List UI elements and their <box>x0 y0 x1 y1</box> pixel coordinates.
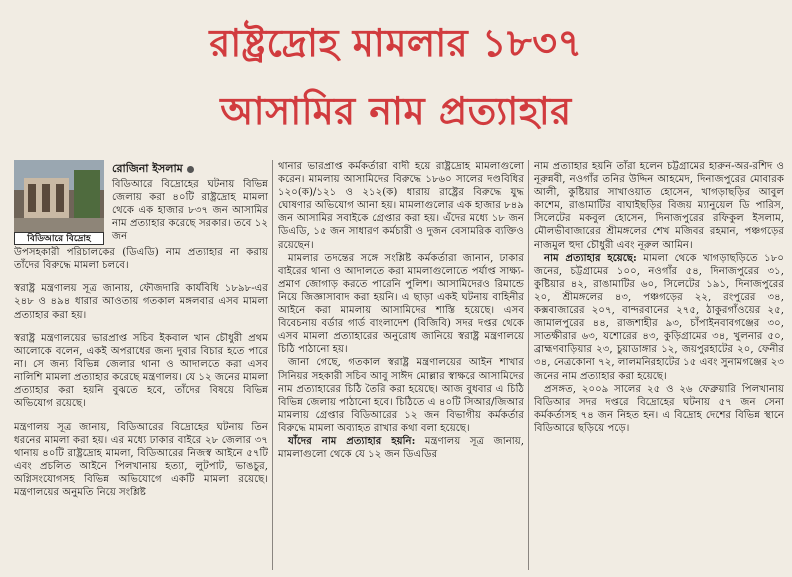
column-divider <box>528 160 529 570</box>
subhead-not-withdrawn: যাঁদের নাম প্রত্যাহার হয়নি: <box>288 434 416 447</box>
bdr-building-photo <box>14 160 104 232</box>
column-divider <box>272 160 273 570</box>
byline-dot-icon <box>187 166 194 173</box>
col3-para-2 <box>534 252 784 383</box>
col2-para-3: জানা গেছে, গতকাল স্বরাষ্ট্র মন্ত্রণালয়ের আইন শাখার সিনিয়র সহকারী সচিব আবু সাঈদ মোল্লার স্বাক্ষরে আসামিদের নাম প্রত্যাহারের চিঠি তৈরি করা হয়েছে। আজ বুধবার এ চিঠি বিভিন্ন জেলায় পাঠানো হবে। চিঠিতে এ ৪০টি সিআর/জিআর মামলায় গ্রেপ্তার বিডিআরের ১২ জন বিভাগীয় কর্মকর্তার বিরুদ্ধে মামলা অব্যাহত রাখার কথা বলা হয়েছে। <box>278 357 524 434</box>
col2-para-4-text: মন্ত্রণালয় সূত্র জানায়, মামলাগুলো থেকে যে ১২ জন ডিএডির <box>278 435 524 461</box>
column-2 <box>278 160 524 572</box>
photo-caption: বিডিআরে বিদ্রোহ <box>14 232 104 245</box>
col3-para-2-text: মামলা থেকে খাগড়াছড়িতে ১৮০ জনের, চট্টগ্রামের ১০০, নওগাঁর ৫৪, দিনাজপুরের ৩১, কুষ্টিয়ার ৪২, রাঙামাটির ৬০, সিলেটের ১৯১, দিনাজপুরের ২০, শ্রীমঙ্গলের ৪৩, পঞ্চগড়ের ২২, রংপুরের ৩৪, কক্সবাজারের ২০৭, বান্দরবানের ২৭৫, ঠাকুরগাঁওয়ের ২৫, জামালপুরের ৪৪, রাজশাহীর ৯৩, চাঁপাইনবাবগঞ্জের ৩০, সাতক্ষীরার ৬৩, যশোরের ৪৩, কুড়িগ্রামের ৩৪, খুলনার ৫০, ব্রাহ্মণবাড়িয়ার ২৩, চুয়াডাঙ্গার ১২, জয়পুরহাটের ২০, ফেনীর ৩৪, নেত্রকোনা ৭২, লালমনিরহাটের ১৫ এবং সুনামগঞ্জের ২৩ জনের নাম প্রত্যাহার করা হয়েছে। <box>534 252 784 382</box>
subhead-withdrawn: নাম প্রত্যাহার হয়েছে: <box>544 251 637 264</box>
col2-para-4 <box>278 435 524 461</box>
headline-line-2: আসামির নাম প্রত্যাহার <box>220 89 572 133</box>
reporter-name: রোজিনা ইসলাম <box>112 162 183 175</box>
photo-illustration <box>14 160 104 232</box>
column-1 <box>14 246 268 572</box>
byline <box>112 160 194 179</box>
intro-paragraph: বিডিআরে বিদ্রোহের ঘটনায় বিভিন্ন জেলায় করা ৪০টি রাষ্ট্রদ্রোহ মামলা থেকে এক হাজার ৮৩৭ জন আসামির নাম প্রত্যাহার করেছে সরকার। তবে ১২ জন <box>112 179 268 243</box>
col1-para-1: উপসহকারী পরিচালকের (ডিএডি) নাম প্রত্যাহার না করায় তাঁদের বিরুদ্ধে মামলা চলবে। <box>14 247 268 272</box>
col3-para-1: নাম প্রত্যাহার হয়নি তাঁরা হলেন চট্টগ্রামের হারুন-অর-রশিদ ও নূরুন্নবী, নওগাঁর তনির উদ্দিন আহমেদ, দিনাজপুরের মোবারক আলী, কুষ্টিয়ার সাখাওয়াত হোসেন, খাগড়াছড়ির আবুল কাশেম, রাঙামাটির বাঘাইছড়ির বিজয় ম্যানুয়েল ডি পারিস, সিলেটের মকবুল হোসেন, দিনাজপুরের রফিকুল ইসলাম, মৌলভীবাজারের শ্রীমঙ্গলের শেখ মজিবর রহমান, পঞ্চগড়ের নাজমুল হুদা চৌধুরী এবং নূরুল আমিন। <box>534 161 784 251</box>
col1-para-3: স্বরাষ্ট্র মন্ত্রণালয়ের ভারপ্রাপ্ত সচিব ইকবাল খান চৌধুরী প্রথম আলোকে বলেন, একই অপরাধের জন্য দুবার বিচার হতে পারে না। সে জন্য বিভিন্ন জেলার থানা ও আদালতে করা এসব নালিশি মামলা প্রত্যাহার করেছে মন্ত্রণালয়। যে ১২ জনের মামলা প্রত্যাহার করা হয়নি বুঝতে হবে, তাঁদের বিষয়ে বিভিন্ন অভিযোগ রয়েছে। <box>14 332 268 410</box>
headline-line-1: রাষ্ট্রদ্রোহ মামলার ১৮৩৭ <box>209 21 583 65</box>
col2-para-1: থানার ভারপ্রাপ্ত কর্মকর্তারা বাদী হয়ে রাষ্ট্রদ্রোহ মামলাগুলো করেন। মামলায় আসামিদের বিরুদ্ধে ১৮৬০ সালের দণ্ডবিধির ১২০(ক)/১২১ ও ২১২(ক) ধারায় রাষ্ট্রের বিরুদ্ধে যুদ্ধ ঘোষণার অভিযোগ আনা হয়। মামলাগুলোর এক হাজার ৮৪৯ জন আসামির সবাইকে গ্রেপ্তার করা হয়। এঁদের মধ্যে ১৮ জন ডিএডি, ১৫ জন সাধারণ কর্মচারী ও দুজন বেসামরিক ব্যক্তিও রয়েছেন। <box>278 161 524 251</box>
column-3 <box>534 160 784 572</box>
col2-para-2: মামলার তদন্তের সঙ্গে সংশ্লিষ্ট কর্মকর্তারা জানান, ঢাকার বাইরের থানা ও আদালতে করা মামলাগুলোতে পর্যাপ্ত সাক্ষ্য-প্রমাণ জোগাড় করতে পারেনি পুলিশ। আসামিদেরও রিমান্ডে নিয়ে জিজ্ঞাসাবাদ করা হয়নি। এ ছাড়া একই ঘটনায় বাহিনীর আইনে করা মামলায় আসামিদের শাস্তি হয়েছে। এসব বিবেচনায় বর্ডার গার্ড বাংলাদেশ (বিজিবি) সদর দপ্তর থেকে এসব মামলা প্রত্যাহারের অনুরোধ জানিয়ে স্বরাষ্ট্র মন্ত্রণালয়ে চিঠি পাঠানো হয়। <box>278 252 524 356</box>
col3-para-3: প্রসঙ্গত, ২০০৯ সালের ২৫ ও ২৬ ফেব্রুয়ারি পিলখানায় বিডিআর সদর দপ্তরে বিদ্রোহের ঘটনায় ৫৭ জন সেনা কর্মকর্তাসহ ৭৪ জন নিহত হন। এ বিদ্রোহ দেশের বিভিন্ন স্থানে বিডিআরে ছড়িয়ে পড়ে। <box>534 383 784 434</box>
col1-para-2: স্বরাষ্ট্র মন্ত্রণালয় সূত্র জানায়, ফৌজদারি কার্যবিধি ১৮৯৮-এর ২৪৮ ও ৪৯৪ ধারার আওতায় গতকাল মঙ্গলবার এসব মামলা প্রত্যাহার করা হয়। <box>14 283 268 321</box>
col1-para-4: মন্ত্রণালয় সূত্র জানায়, বিডিআরের বিদ্রোহের ঘটনায় তিন ধরনের মামলা করা হয়। এর মধ্যে ঢাকার বাইরে ২৮ জেলার ৩৭ থানায় ৪০টি রাষ্ট্রদ্রোহ মামলা, বিডিআরের নিজস্ব আইনে ৫৭টি এবং প্রচলিত আইনে পিলখানায় হত্যা, লুটপাট, ভাঙচুর, অগ্নিসংযোগসহ বিভিন্ন অভিযোগে একটি মামলা রয়েছে। মন্ত্রণালয়ের অনুমতি নিয়ে সংশ্লিষ্ট <box>14 421 268 499</box>
